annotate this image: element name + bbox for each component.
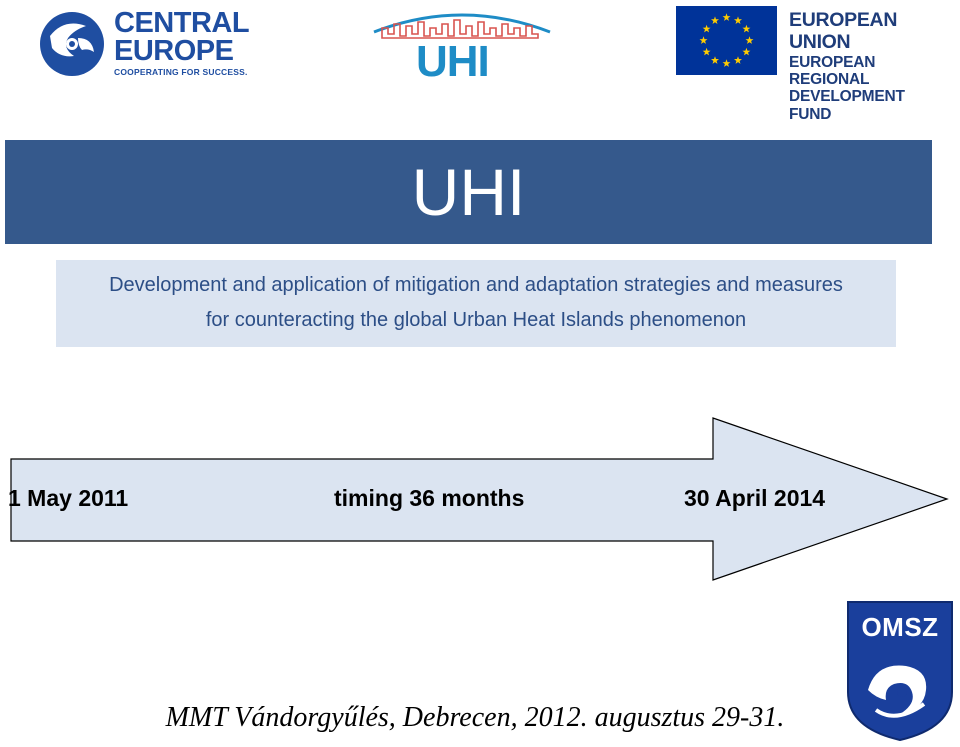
eu-star-icon xyxy=(700,36,708,44)
omsz-logo-text: OMSZ xyxy=(861,612,939,642)
eu-line1: EUROPEAN UNION xyxy=(789,9,898,53)
footer-text: MMT Vándorgyűlés, Debrecen, 2012. augusztus 29-31. xyxy=(165,702,785,733)
eu-star-icon xyxy=(703,25,711,33)
eu-star-icon xyxy=(742,48,750,56)
ce-line1: CENTRAL xyxy=(114,7,250,39)
subtitle-line2: for counteracting the global Urban Heat Islands phenomenon xyxy=(205,309,747,331)
uhi-logo-text: UHI xyxy=(416,37,489,86)
eu-star-icon xyxy=(734,16,742,24)
ce-line2: EUROPE xyxy=(114,34,234,67)
timeline-end: 30 April 2014 xyxy=(684,485,826,511)
eu-star-icon xyxy=(703,48,711,56)
timeline-duration: timing 36 months xyxy=(334,485,525,511)
eu-star-icon xyxy=(742,25,750,33)
timeline-start: 1 May 2011 xyxy=(8,485,129,511)
eu-star-icon xyxy=(711,56,719,64)
eu-star-icon xyxy=(723,59,731,67)
eu-star-icon xyxy=(734,56,742,64)
eu-star-icon xyxy=(711,16,719,24)
subtitle-box xyxy=(56,260,896,347)
eu-line2: EUROPEAN REGIONAL xyxy=(789,53,876,89)
eu-star-icon xyxy=(746,36,754,44)
subtitle-line1: Development and application of mitigation and adaptation strategies and measures xyxy=(109,274,843,296)
uhi-logo xyxy=(372,4,552,84)
central-europe-swirl-icon xyxy=(34,8,112,78)
omsz-logo xyxy=(846,600,954,742)
eu-line3: DEVELOPMENT FUND xyxy=(789,88,905,123)
eu-logo xyxy=(676,6,936,123)
central-europe-wordmark xyxy=(114,7,250,78)
eu-star-icon xyxy=(723,13,731,21)
eu-text-block xyxy=(789,10,936,123)
page-title: UHI xyxy=(411,155,526,229)
central-europe-logo xyxy=(34,8,249,78)
eu-stars xyxy=(676,6,777,75)
ce-tagline: COOPERATING FOR SUCCESS. xyxy=(114,67,248,78)
title-banner xyxy=(5,140,932,244)
eu-flag-icon xyxy=(676,6,777,75)
